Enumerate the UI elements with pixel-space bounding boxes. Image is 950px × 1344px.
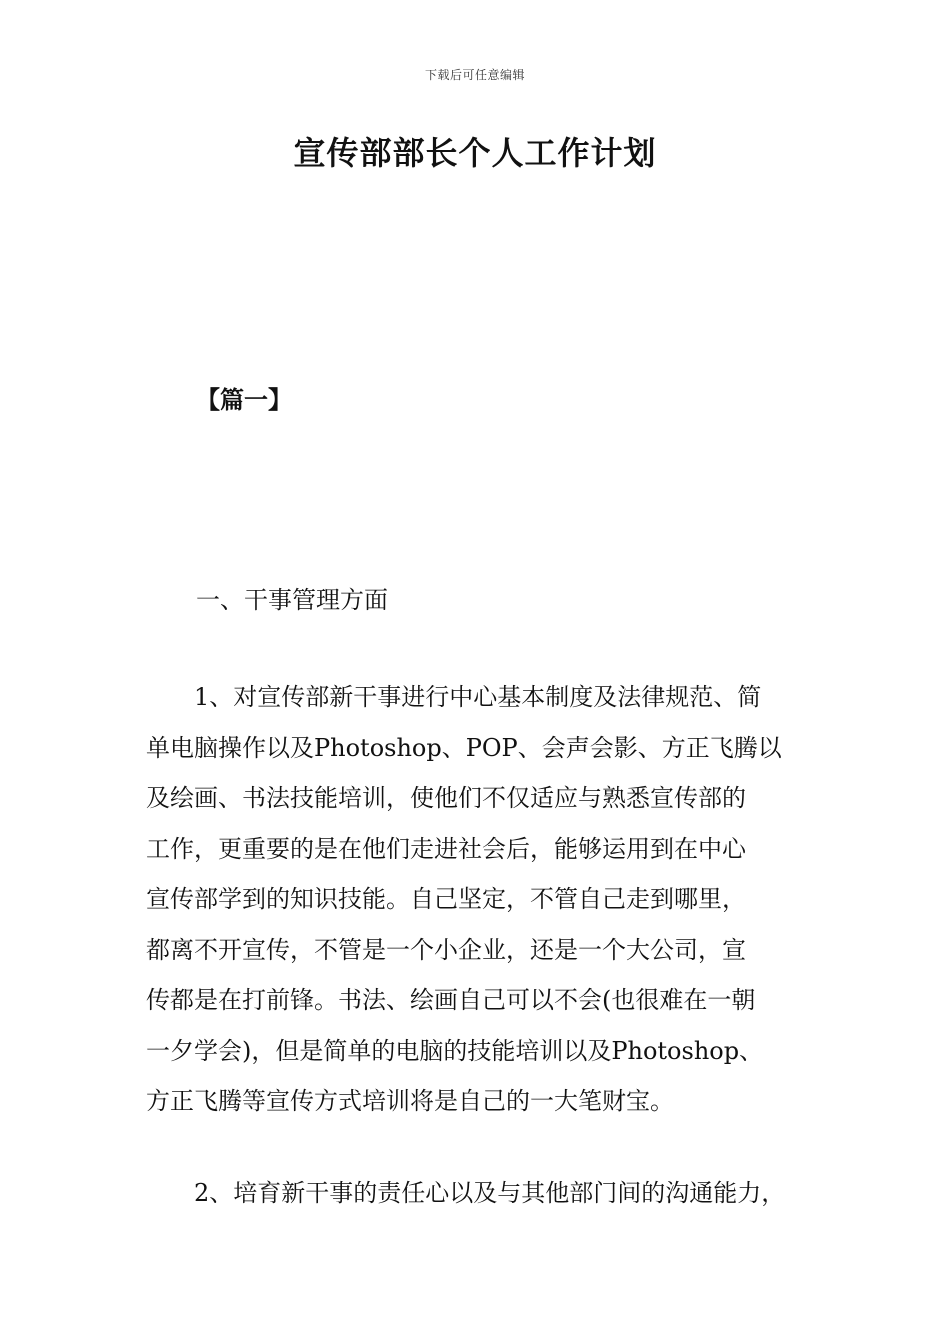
paragraph-line: 传都是在打前锋。书法、绘画自己可以不会(也很难在一朝 — [146, 986, 756, 1014]
paragraph-line: 单电脑操作以及Photoshop、POP、会声会影、方正飞腾以 — [146, 733, 782, 762]
paragraph-2 — [146, 1168, 826, 1219]
paragraph-line: 及绘画、书法技能培训，使他们不仅适应与熟悉宣传部的 — [146, 784, 746, 812]
paragraph-line: 1、对宣传部新干事进行中心基本制度及法律规范、简 — [194, 683, 762, 711]
section-heading: 一、干事管理方面 — [196, 586, 388, 614]
document-title: 宣传部部长个人工作计划 — [293, 134, 657, 172]
paragraph-line: 方正飞腾等宣传方式培训将是自己的一大笔财宝。 — [146, 1087, 674, 1115]
paragraph-line: 一夕学会)，但是简单的电脑的技能培训以及Photoshop、 — [146, 1036, 764, 1065]
section-label: 【篇一】 — [196, 386, 292, 414]
paragraph-line: 宣传部学到的知识技能。自己坚定，不管自己走到哪里， — [146, 885, 746, 913]
paragraph-line: 工作，更重要的是在他们走进社会后，能够运用到在中心 — [146, 834, 746, 863]
paragraph-1 — [146, 672, 826, 1127]
page-header-note: 下载后可任意编辑 — [424, 68, 525, 82]
paragraph-line: 2、培育新干事的责任心以及与其他部门间的沟通能力， — [194, 1179, 786, 1207]
paragraph-line: 都离不开宣传，不管是一个小企业，还是一个大公司，宣 — [146, 935, 746, 964]
